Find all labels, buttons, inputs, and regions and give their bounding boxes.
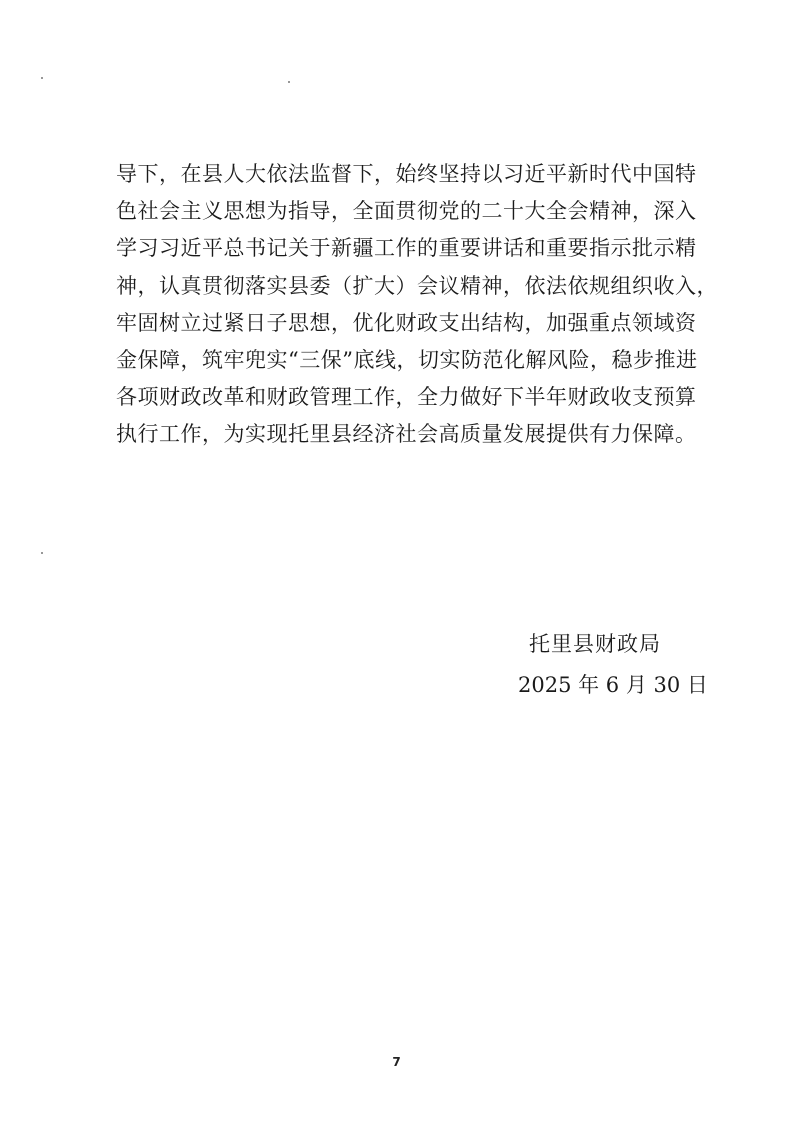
- body-paragraph: [116, 156, 718, 454]
- body-line: 色社会主义思想为指导，全面贯彻党的二十大全会精神，深入: [116, 199, 697, 224]
- body-line: 牢固树立过紧日子思想，优化财政支出结构，加强重点领域资: [116, 310, 697, 335]
- body-line: 学习习近平总书记关于新疆工作的重要讲话和重要指示批示精: [116, 236, 697, 261]
- scan-speck: [41, 552, 43, 554]
- scan-speck: [288, 81, 290, 83]
- signature-organization: 托里县财政局: [529, 632, 661, 656]
- signature-date: 2025 年 6 月 30 日: [518, 673, 708, 697]
- body-line: 执行工作，为实现托里县经济社会高质量发展提供有力保障。: [116, 422, 697, 447]
- body-line: 导下，在县人大依法监督下，始终坚持以习近平新时代中国特: [116, 162, 697, 186]
- page-number: 7: [392, 1055, 401, 1069]
- scan-speck: [41, 77, 43, 79]
- body-line: 各项财政改革和财政管理工作，全力做好下半年财政收支预算: [116, 385, 697, 410]
- body-line: 金保障，筑牢兜实“三保”底线，切实防范化解风险，稳步推进: [116, 347, 698, 372]
- body-line: 神，认真贯彻落实县委（扩大）会议精神，依法依规组织收入，: [116, 273, 718, 298]
